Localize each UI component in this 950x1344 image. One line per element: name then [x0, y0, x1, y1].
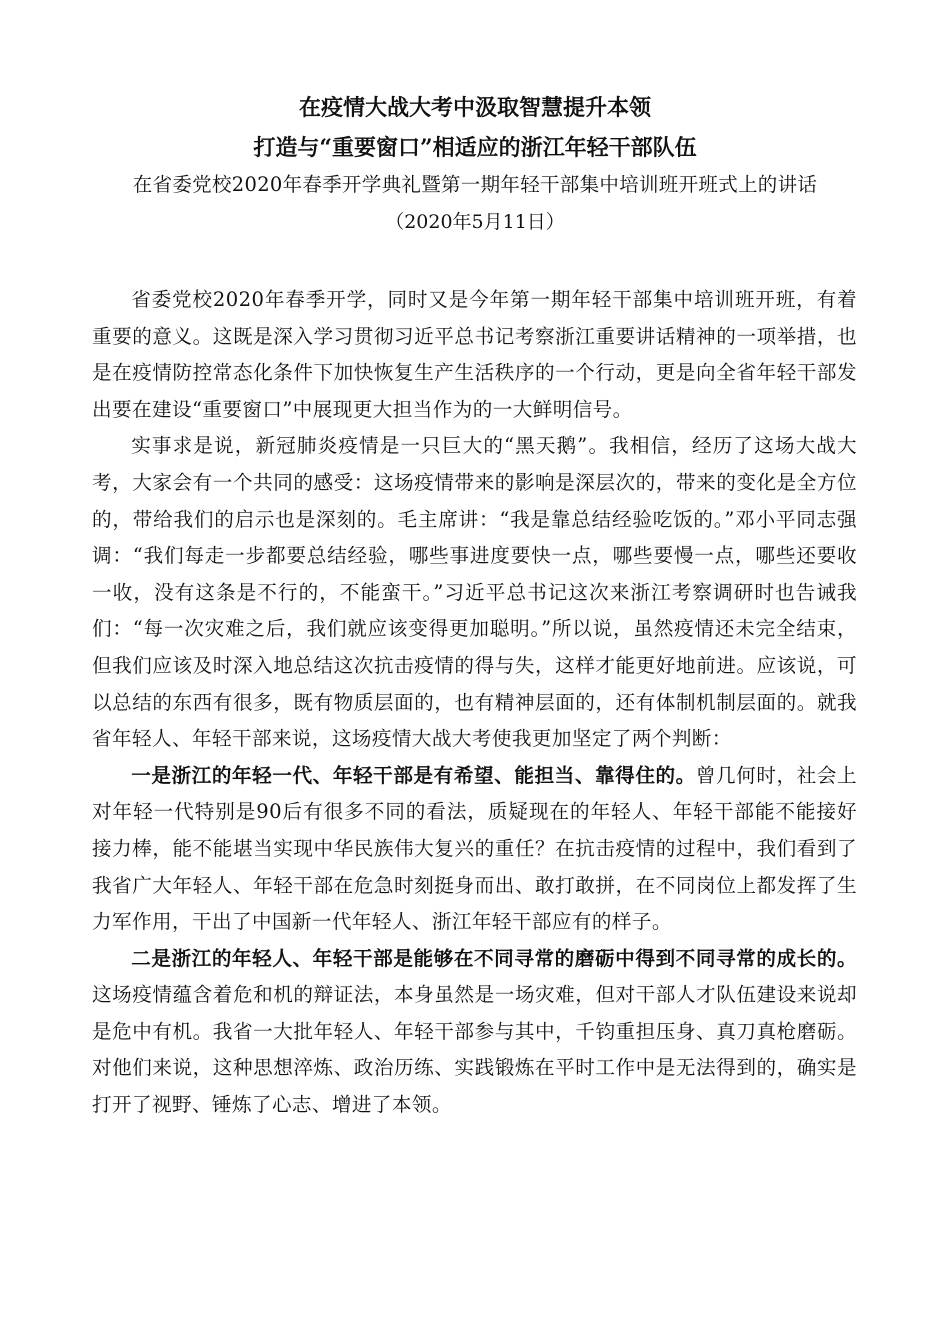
paragraph-3-text: 曾几何时，社会上对年轻一代特别是90后有很多不同的看法，质疑现在的年轻人、年轻干部能不能接好接力棒，能不能堪当实现中华民族伟大复兴的重任？在抗击疫情的过程中，我们看到了我省广大年轻人、年轻干部在危急时刻挺身而出、敢打敢拼，在不同岗位上都发挥了生力军作用，干出了中国新一代年轻人、浙江年轻干部应有的样子。 — [92, 763, 857, 934]
title-line-2: 打造与“重要窗口”相适应的浙江年轻干部队伍 — [253, 135, 697, 161]
speech-subtitle: 在省委党校2020年春季开学典礼暨第一期年轻干部集中培训班开班式上的讲话 — [132, 173, 818, 196]
paragraph-3-lead: 一是浙江的年轻一代、年轻干部是有希望、能担当、靠得住的。 — [131, 763, 696, 787]
paragraph-4-lead: 二是浙江的年轻人、年轻干部是能够在不同寻常的磨砺中得到不同寻常的成长的。 — [131, 946, 857, 970]
paragraph-1 — [92, 282, 857, 428]
paragraph-2 — [92, 428, 857, 757]
paragraph-2-text: 实事求是说，新冠肺炎疫情是一只巨大的“黑天鹅”。我相信，经历了这场大战大考，大家会有一个共同的感受：这场疫情带来的影响是深层次的，带来的变化是全方位的，带给我们的启示也是深刻的。毛主席讲：“我是靠总结经验吃饭的。”邓小平同志强调：“我们每走一步都要总结经验，哪些事进度要快一点，哪些要慢一点，哪些还要收一收，没有这条是不行的，不能蛮干。”习近平总书记这次来浙江考察调研时也告诫我们：“每一次灾难之后，我们就应该变得更加聪明。”所以说，虽然疫情还未完全结束，但我们应该及时深入地总结这次抗击疫情的得与失，这样才能更好地前进。应该说，可以总结的东西有很多，既有物质层面的，也有精神层面的，还有体制机制层面的。就我省年轻人、年轻干部来说，这场疫情大战大考使我更加坚定了两个判断： — [92, 434, 857, 751]
paragraph-4 — [92, 941, 857, 1124]
paragraph-3 — [92, 758, 857, 941]
paragraph-4-text: 这场疫情蕴含着危和机的辩证法，本身虽然是一场灾难，但对干部人才队伍建设来说却是危中有机。我省一大批年轻人、年轻干部参与其中，千钧重担压身、真刀真枪磨砺。对他们来说，这种思想淬炼、政治历练、实践锻炼在平时工作中是无法得到的，确实是打开了视野、锤炼了心志、增进了本领。 — [92, 983, 857, 1117]
paragraph-1-text: 省委党校2020年春季开学，同时又是今年第一期年轻干部集中培训班开班，有着重要的意义。这既是深入学习贯彻习近平总书记考察浙江重要讲话精神的一项举措，也是在疫情防控常态化条件下加快恢复生产生活秩序的一个行动，更是向全省年轻干部发出要在建设“重要窗口”中展现更大担当作为的一大鲜明信号。 — [92, 288, 857, 421]
speech-body — [92, 282, 857, 1124]
speech-date: （2020年5月11日） — [385, 211, 565, 233]
title-line-1: 在疫情大战大考中汲取智慧提升本领 — [298, 95, 651, 121]
